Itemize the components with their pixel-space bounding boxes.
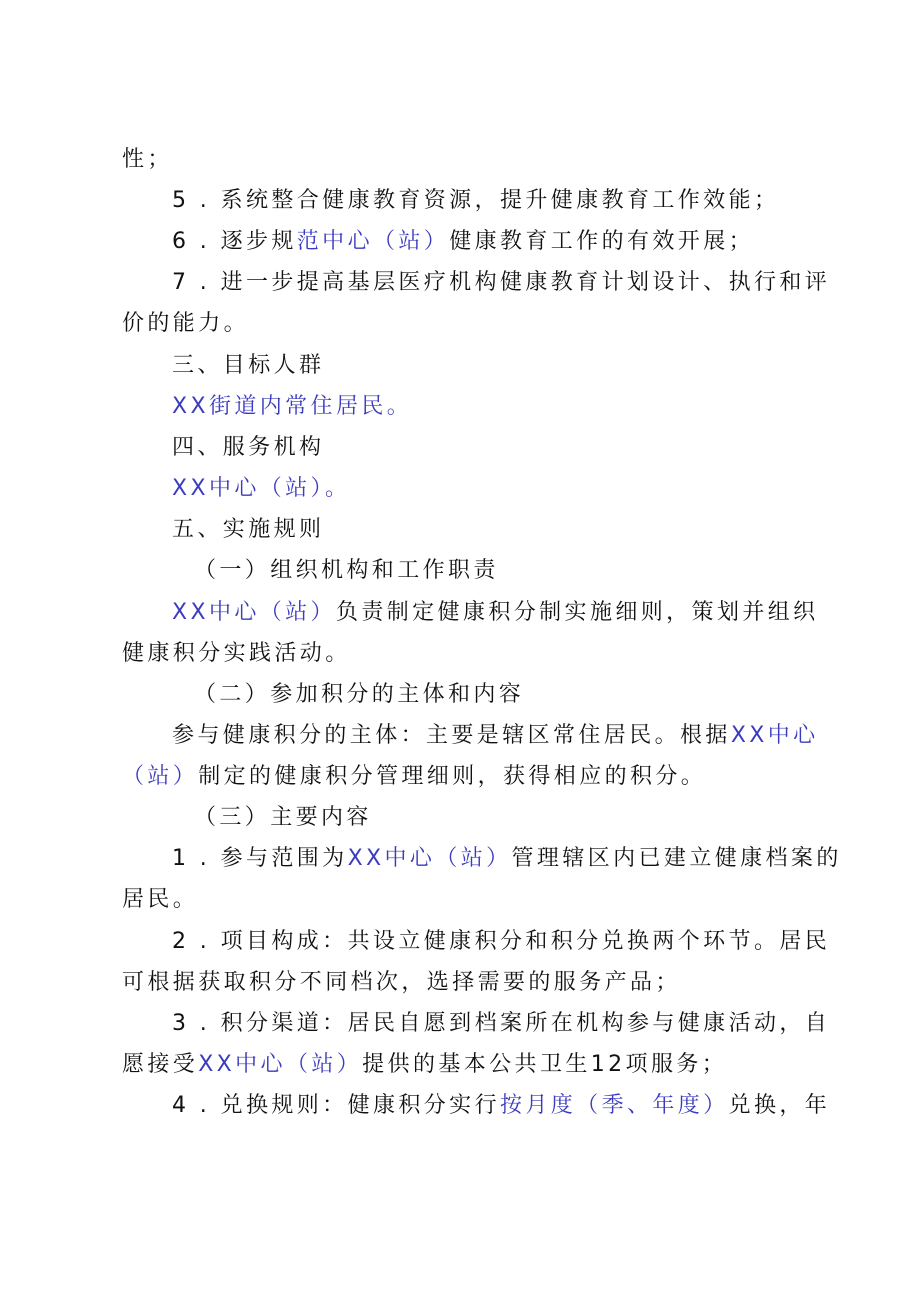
highlighted-text: XX中心（站） [198, 1052, 363, 1077]
text-segment: 1 . 参与范围为 [172, 846, 348, 871]
text-line [0, 593, 920, 633]
text-line [0, 963, 920, 1003]
text-line [0, 922, 920, 962]
text-line [0, 140, 920, 180]
text-line [0, 263, 920, 303]
text-segment: 五、实施规则 [172, 517, 325, 542]
text-segment: 健康教育工作的有效开展； [449, 229, 754, 254]
text-segment: 性； [122, 147, 173, 172]
text-line [0, 1045, 920, 1085]
highlighted-text: XX街道内常住居民。 [172, 394, 413, 419]
text-segment: （二）参加积分的主体和内容 [194, 682, 525, 707]
text-line [0, 1086, 920, 1126]
highlighted-text: 按月度（季、年度） [499, 1093, 729, 1118]
text-segment: 健康积分实践活动。 [122, 641, 351, 666]
text-segment: 5 . 系统整合健康教育资源，提升健康教育工作效能； [172, 188, 780, 213]
text-segment: 四、服务机构 [172, 435, 325, 460]
text-segment: 愿接受 [122, 1052, 199, 1077]
highlighted-text: 范中心（站） [296, 229, 450, 254]
text-line [0, 551, 920, 591]
text-line [0, 757, 920, 797]
text-segment: 价的能力。 [122, 311, 250, 336]
text-line [0, 181, 920, 221]
text-segment: 三、目标人群 [172, 353, 325, 378]
text-line [0, 634, 920, 674]
highlighted-text: XX中心（站） [172, 600, 336, 625]
highlighted-text: XX中心（站） [347, 846, 512, 871]
highlighted-text: （站） [122, 764, 199, 789]
text-segment: 管理辖区内已建立健康档案的 [511, 846, 842, 871]
text-line [0, 1004, 920, 1044]
highlighted-text: XX中心（站）。 [172, 476, 351, 501]
text-line [0, 798, 920, 838]
text-segment: 居民。 [122, 887, 199, 912]
text-line [0, 428, 920, 468]
text-segment: 2 . 项目构成：共设立健康积分和积分兑换两个环节。居民 [172, 929, 831, 954]
text-segment: 4 . 兑换规则：健康积分实行 [172, 1093, 500, 1118]
text-line [0, 880, 920, 920]
text-segment: 负责制定健康积分制实施细则，策划并组织 [335, 600, 819, 625]
text-segment: 参与健康积分的主体：主要是辖区常住居民。根据 [172, 723, 731, 748]
text-line [0, 387, 920, 427]
text-segment: 兑换，年 [728, 1093, 831, 1118]
text-segment: 3 . 积分渠道：居民自愿到档案所在机构参与健康活动，自 [172, 1011, 831, 1036]
text-line [0, 675, 920, 715]
text-line [0, 304, 920, 344]
text-segment: （三）主要内容 [194, 805, 372, 830]
text-segment: 提供的基本公共卫生12项服务； [362, 1052, 728, 1077]
highlighted-text: XX中心 [730, 723, 819, 748]
text-segment: （一）组织机构和工作职责 [194, 558, 499, 583]
text-line [0, 510, 920, 550]
text-segment: 可根据获取积分不同档次，选择需要的服务产品； [122, 970, 681, 995]
text-line [0, 839, 920, 879]
text-line [0, 716, 920, 756]
text-line [0, 469, 920, 509]
text-line [0, 346, 920, 386]
text-segment: 6 . 逐步规 [172, 229, 297, 254]
text-line [0, 222, 920, 262]
text-segment: 7 . 进一步提高基层医疗机构健康教育计划设计、执行和评 [172, 270, 831, 295]
text-segment: 制定的健康积分管理细则，获得相应的积分。 [198, 764, 707, 789]
